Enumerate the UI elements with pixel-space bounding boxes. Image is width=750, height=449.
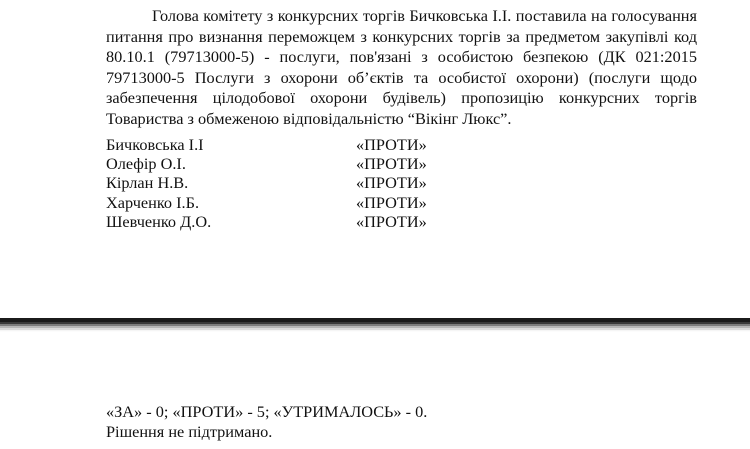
vote-value: «ПРОТИ» — [356, 173, 427, 193]
page-break-divider — [0, 318, 750, 332]
voter-name: Харченко І.Б. — [106, 192, 200, 212]
vote-value: «ПРОТИ» — [356, 211, 427, 231]
vote-row — [106, 193, 466, 212]
voter-name: Олефір О.І. — [106, 154, 186, 174]
vote-list — [106, 135, 466, 231]
vote-row — [106, 212, 466, 231]
voter-name: Бичковська І.І — [106, 135, 204, 154]
vote-value: «ПРОТИ» — [356, 154, 427, 174]
voting-paragraph: Голова комітету з конкурсних торгів Бичковська І.І. поставила на голосування питання про визнання переможцем з конкурсних торгів за предметом закупівлі код 80.10.1 (79713000-5) - послуги, пов'язані з особистою безпекою (ДК 021:2015 79713000-5 Послуги з охорони об’єктів та особистої охорони) (послуги щодо забезпечення цілодобової охорони будівель) пропозицію конкурсних торгів Товариства з обмеженою відповідальністю “Вікінг Люкс”. — [106, 6, 697, 128]
decision-text: Рішення не підтримано. — [106, 421, 273, 441]
vote-row — [106, 135, 466, 154]
vote-row — [106, 173, 466, 192]
vote-row — [106, 154, 466, 173]
vote-result — [106, 402, 706, 441]
vote-value: «ПРОТИ» — [356, 192, 427, 212]
voter-name: Шевченко Д.О. — [106, 211, 212, 231]
vote-tally: «ЗА» - 0; «ПРОТИ» - 5; «УТРИМАЛОСЬ» - 0. — [106, 402, 428, 421]
vote-value: «ПРОТИ» — [356, 135, 427, 154]
voter-name: Кірлан Н.В. — [106, 173, 189, 193]
